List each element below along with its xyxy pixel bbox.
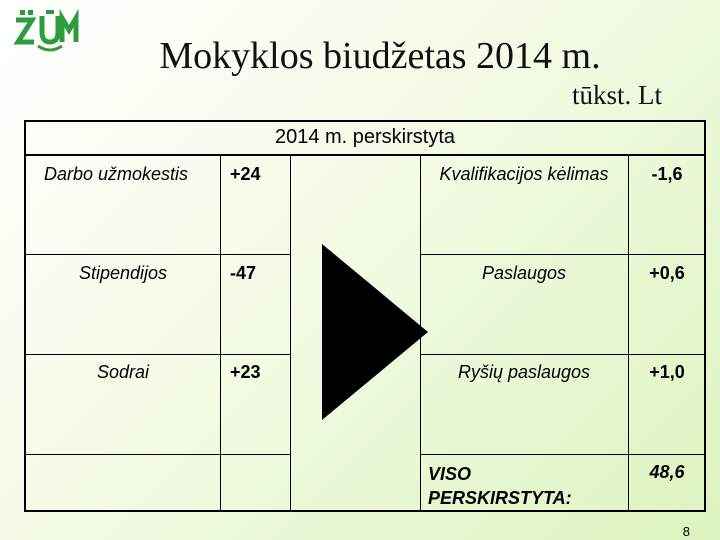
- left-row-2-value: -47: [230, 263, 257, 283]
- left-row-1-value: +24: [230, 164, 261, 184]
- page-number: 8: [682, 524, 690, 539]
- total-label: VISO PERSKIRSTYTA:: [428, 464, 572, 508]
- left-row-2-label: Stipendijos: [78, 263, 168, 283]
- right-row-1-value: -1,6: [651, 164, 683, 184]
- right-arrow-triangle-icon: [322, 244, 432, 420]
- right-row-3-label: Ryšių paslaugos: [457, 362, 591, 382]
- left-row-1-label: Darbo užmokestis: [44, 164, 189, 184]
- right-row-2-label: Paslaugos: [481, 263, 567, 283]
- right-row-3-value: +1,0: [649, 362, 685, 382]
- table-header: 2014 m. perskirstyta: [274, 126, 456, 148]
- left-row-3-value: +23: [230, 362, 261, 382]
- right-row-1-label: Kvalifikacijos kėlimas: [439, 164, 609, 184]
- right-row-2-value: +0,6: [649, 263, 685, 283]
- slide-title: Mokyklos biudžetas 2014 m.: [159, 35, 601, 77]
- left-row-3-label: Sodrai: [96, 362, 150, 382]
- unit-label: tūkst. Lt: [571, 80, 662, 110]
- total-value: 48,6: [649, 462, 685, 482]
